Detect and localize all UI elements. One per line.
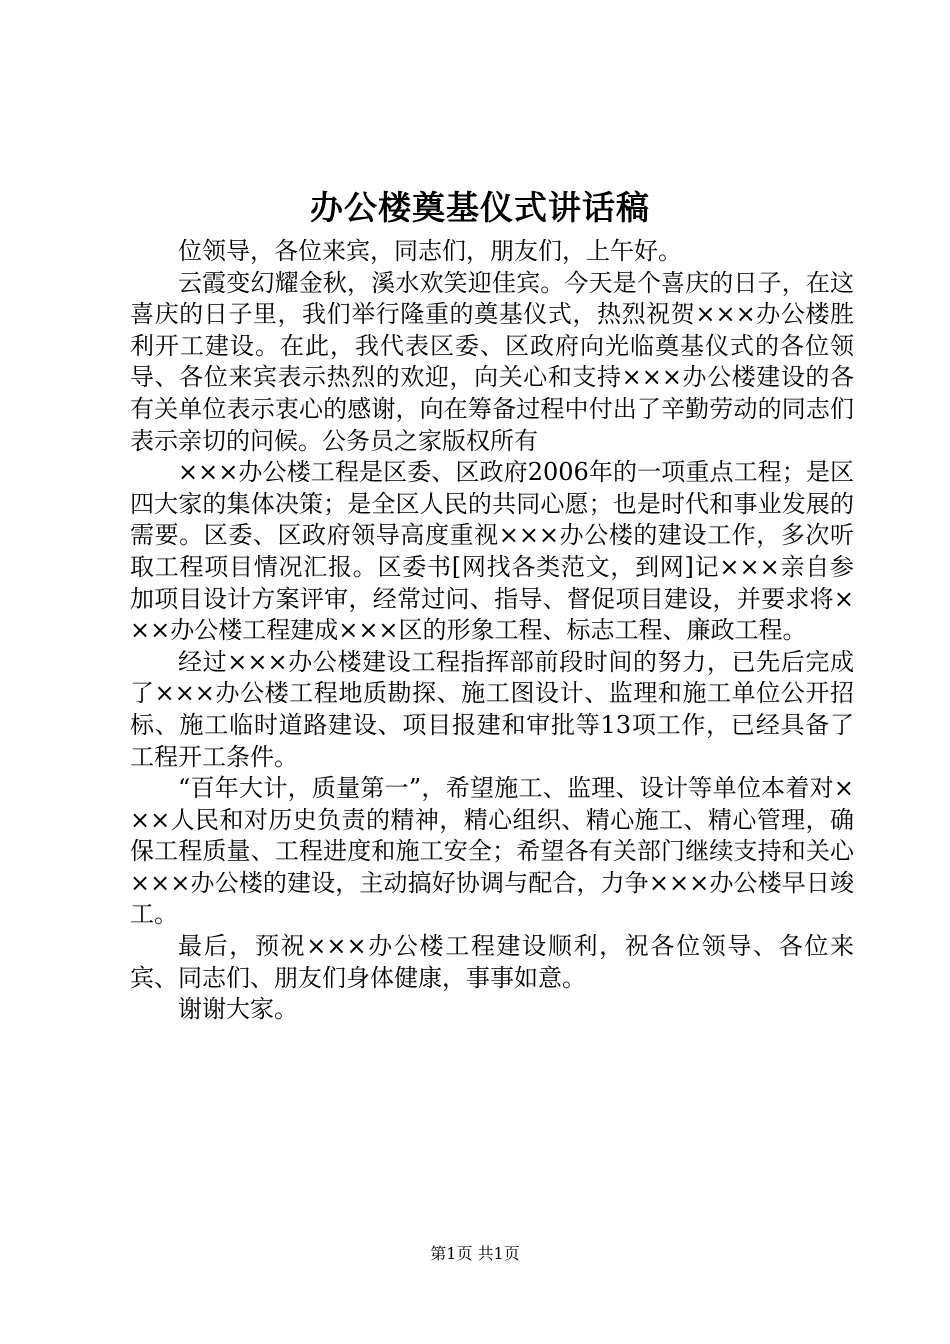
- paragraph-thanks: 谢谢大家。: [178, 995, 298, 1024]
- paragraph-opening: 云霞变幻耀金秋，溪水欢笑迎佳宾。今天是个喜庆的日子，在这喜庆的日子里，我们举行隆重的奠基仪式，热烈祝贺×××办公楼胜利开工建设。在此，我代表区委、区政府向光临奠基仪式的各位领导、各位来宾表示热烈的欢迎，向关心和支持×××办公楼建设的各有关单位表示衷心的感谢，向在筹备过程中付出了辛勤劳动的同志们表示亲切的问候。公务员之家版权所有: [130, 268, 854, 455]
- paragraph-closing-wishes: 最后，预祝×××办公楼工程建设顺利，祝各位领导、各位来宾、同志们、朋友们身体健康，事事如意。: [130, 932, 854, 992]
- page-footer: 第1页 共1页: [430, 1244, 520, 1263]
- paragraph-project-background: ×××办公楼工程是区委、区政府2006年的一项重点工程；是区四大家的集体决策；是全区人民的共同心愿；也是时代和事业发展的需要。区委、区政府领导高度重视×××办公楼的建设工作，多次听取工程项目情况汇报。区委书[网找各类范文，到网]记×××亲自参加项目设计方案评审，经常过问、指导、督促项目建设，并要求将×××办公楼工程建成×××区的形象工程、标志工程、廉政工程。: [130, 458, 854, 645]
- paragraph-progress: 经过×××办公楼建设工程指挥部前段时间的努力，已先后完成了×××办公楼工程地质勘探、施工图设计、监理和施工单位公开招标、施工临时道路建设、项目报建和审批等13项工作，已经具备了工程开工条件。: [130, 647, 854, 771]
- paragraph-expectations: “百年大计，质量第一”，希望施工、监理、设计等单位本着对×××人民和对历史负责的精神，精心组织、精心施工、精心管理，确保工程质量、工程进度和施工安全；希望各有关部门继续支持和关心×××办公楼的建设，主动搞好协调与配合，力争×××办公楼早日竣工。: [130, 774, 854, 929]
- document-body: [130, 236, 854, 1026]
- paragraph-greeting: 位领导，各位来宾，同志们，朋友们，上午好。: [178, 237, 682, 265]
- document-title: 办公楼奠基仪式讲话稿: [310, 188, 650, 227]
